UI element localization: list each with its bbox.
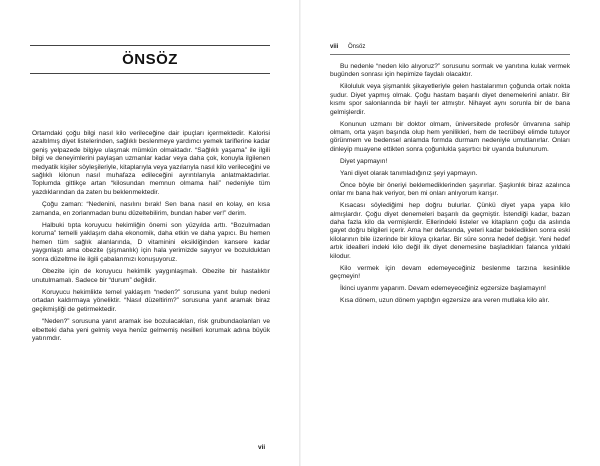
running-head-rule — [330, 54, 570, 55]
paragraph-10: Kısa dönem, uzun dönem yaptığın egzersize ara veren mutlaka kilo alır. — [340, 297, 550, 305]
paragraph-6: Önce böyle bir öneriyi beklemediklerinden şaşırırlar. Şaşkınlık biraz azalınca onlar mı bana hak veriyor, ben mi onları anlıyorum karışır. — [330, 181, 570, 198]
paragraph-9: İkinci uyarımı yaparım. Devam edemeyeceğiniz egzersize başlamayın! — [340, 285, 546, 293]
paragraph-1: Bu nedenle “neden kilo alıyoruz?” sorusunu sormak ve yanıtına kulak vermek bugünden sonrası için hepimize faydalı olacaktır. — [330, 63, 570, 79]
running-head-title: Önsöz — [348, 44, 366, 50]
left-body-text — [32, 130, 270, 347]
paragraph-2: Çoğu zaman: “Nedenini, nasılını bırak! Sen bana nasıl en kolay, en kısa zamanda, en zorlanmadan bunu düzeltebilirim, bundan haber ver!” derim. — [32, 201, 270, 217]
paragraph-3: Halbuki tıpta koruyucu hekimliğin önemi son yüzyılda arttı. “Bozulmadan koruma” temelli yaklaşım daha ekonomik, daha etkin ve daha yapıcı. Bu hemen hemen tüm sağlık alanlarında, D vitaminini eksikliğinden kansere kadar yaygınlaştı ama obezite (şişmanlık) için hala yerimizde sayıyor ve bozulduktan sonra düzeltme ile ilgili çabalarımızı konuşuyoruz. — [32, 222, 270, 263]
paragraph-7: Kısacası söylediğimi hep doğru bulurlar. Çünkü diyet yapa yapa kilo almışlardır. Çoğu diyet denemeleri başarılı da geçmiştir. İstendiği kadar, bazan daha fazla kilo da vermişlerdir. Ellerindeki listeler ve kitapların çoğu da aslında gayet doğru bilgileri içerir. Ama her defasında, yeteri kadar beklediklen sonra eski kilolarının bile üzerinde bir kiloya çıkarlar. Bir süre sonra hedef değişir. Yeni hedef artık idealleri indeki kilo değil ilk diyet denemesine başladıkları falanca yıldaki kilodur. — [330, 202, 570, 260]
paragraph-1: Ortamdaki çoğu bilgi nasıl kilo verileceğine dair ipuçları içermektedir. Kalorisi azaltılmış diyet listelerinden, sağlıklı beslenmeye yardımcı yemek tariflerine kadar geniş yelpazede bilgiye ulaşmak mümkün olmaktadır. “Sağlıklı yaşama” ile ilgili bilgi ve deneyimlerini paylaşan uzmanlar kadar veya daha çok, konuyla ilgilenen medyatik kişiler söyleşileriyle, kitaplarıyla veya yazılarıyla nasıl kilo verileceğini ve sağlıklı kilonun nasıl muhafaza edileceğini ayrıntılarıyla anlatmaktadırlar. Toplumda gittikçe artan “kilosundan memnun olmama hali” nedeniyle tüm yazdıklarından da zaten bu beklenmektedir. — [32, 130, 270, 196]
chapter-title: ÖNSÖZ — [122, 51, 178, 68]
paragraph-6: “Neden?” sorusuna yanıt aramak ise bozulacakları, risk grubundaolanları ve elbetteki daha yeni gelmiş veya henüz gelmemiş nesilleri korumak adına büyük yatırımdır. — [32, 318, 270, 342]
paragraph-5: Koruyucu hekimlikte temel yaklaşım “neden?” sorusuna yanıt bulup nedeni ortadan kaldırmaya yöneliktir. “Nasıl düzeltirim?” sorusuna yanıt aramak biraz geçikmişliği de getirmektedir. — [32, 288, 270, 313]
paragraph-8: Kilo vermek için devam edemeyeceğiniz beslenme tarzına kesinlikle geçmeyin! — [330, 264, 570, 281]
paragraph-2: Kiloluluk veya şişmanlık şikayetleriyle gelen hastalarımın çoğunda ortak nokta şudur. Diyet yapmış olmak. Çoğu hastam başarılı diyet denemelerini anlatır. Bir kısmı spor salonlarında bir hayli ter atmıştır. Nihayet aynı sorunla bir de bana gelmişlerdir. — [330, 83, 570, 116]
title-rule-top — [30, 45, 270, 46]
paragraph-5: Yani diyet olarak tanımladığınız şeyi yapmayın. — [340, 169, 478, 177]
page-number-left: vii — [258, 444, 266, 451]
running-head — [330, 44, 365, 50]
paragraph-3: Konunun uzmanı bir doktor olmam, üniversitede profesör ünvanına sahip olmam, orta yaşın başında olup hem yenilikleri, hem de tecrübeyi elimde tutuyor görünmem ve bedensel anlamda formda durmam nedeniyle umutlanırlar. Onları dinleyip muayene ettikten sonra çoğunlukla şaşırtıcı bir uyarıda bulunurum. — [330, 120, 570, 153]
right-body-text — [330, 63, 570, 309]
paragraph-4: Obezite için de koruyucu hekimlik yaygınlaşmalı. Obezite bir hastalıktır unutulmamalı. Sadece bir “durum” değildir. — [32, 268, 270, 284]
paragraph-4: Diyet yapmayın! — [340, 157, 388, 165]
page-number-right: viii — [330, 44, 339, 50]
title-rule-bottom — [30, 73, 270, 74]
